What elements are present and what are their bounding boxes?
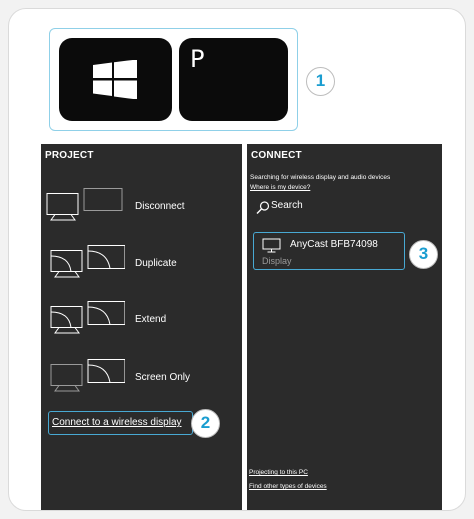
search-icon: [256, 201, 270, 214]
windows-key: [59, 38, 172, 121]
search-label: Search: [271, 200, 303, 211]
illustration-card: [8, 8, 466, 511]
p-key-letter: P: [190, 45, 205, 73]
step-1-badge: 1: [306, 67, 335, 96]
screen-only-label: Screen Only: [135, 372, 191, 383]
windows-logo-icon: [93, 60, 137, 99]
connect-panel: [247, 144, 442, 510]
connect-title: CONNECT: [251, 150, 302, 161]
disconnect-icon: [45, 187, 125, 223]
find-other-devices-link[interactable]: Find other types of devices: [249, 483, 327, 490]
screen-only-icon: [45, 358, 125, 394]
connect-wireless-display-link[interactable]: Connect to a wireless display: [48, 411, 193, 435]
project-option-duplicate[interactable]: [45, 244, 235, 288]
extend-icon: [45, 300, 125, 336]
step-2-badge: 2: [191, 409, 220, 438]
keyboard-shortcut-frame: [49, 28, 298, 131]
step-3-badge: 3: [409, 240, 438, 269]
extend-label: Extend: [135, 314, 167, 325]
device-name: AnyCast BFB74098: [290, 239, 378, 250]
projecting-to-this-pc-link[interactable]: Projecting to this PC: [249, 469, 308, 476]
searching-status-text: Searching for wireless display and audio devices: [250, 174, 391, 181]
duplicate-label: Duplicate: [135, 258, 177, 269]
project-option-disconnect[interactable]: [45, 187, 235, 231]
project-panel: [41, 144, 242, 510]
where-is-my-device-link[interactable]: Where is my device?: [250, 184, 311, 191]
project-title: PROJECT: [45, 150, 94, 161]
duplicate-icon: [45, 244, 125, 280]
project-option-extend[interactable]: [45, 300, 235, 344]
device-type: Display: [262, 256, 292, 266]
device-list-item[interactable]: [253, 232, 405, 270]
p-key: [179, 38, 288, 121]
monitor-icon: [262, 238, 282, 253]
disconnect-label: Disconnect: [135, 201, 185, 212]
project-option-screen-only[interactable]: [45, 358, 235, 402]
